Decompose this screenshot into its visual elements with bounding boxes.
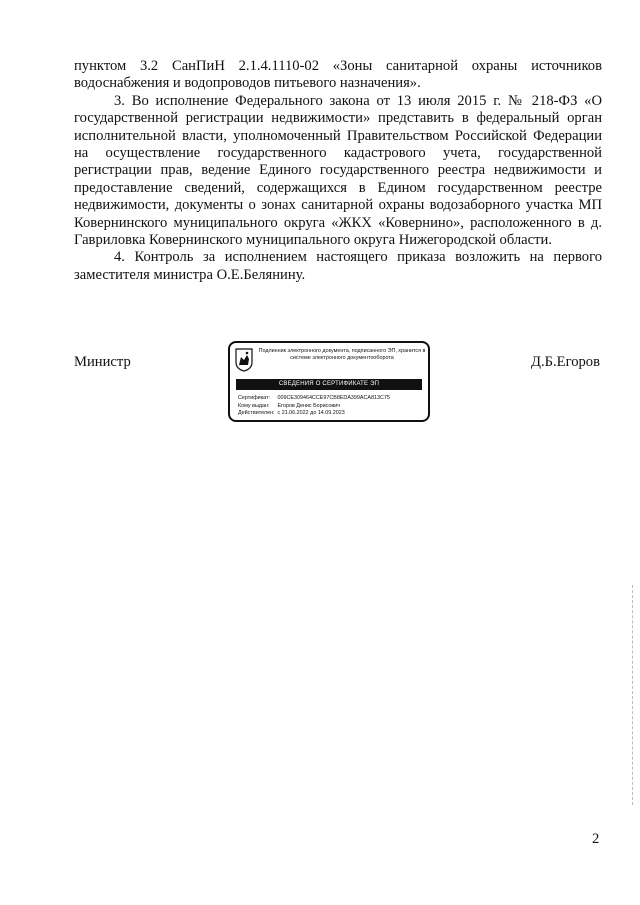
- scan-edge-mark: [632, 585, 634, 805]
- paragraph-continuation: пунктом 3.2 СанПиН 2.1.4.1110-02 «Зоны санитарной охраны источников водоснабжения и водопроводов питьевого назначения».: [74, 58, 602, 92]
- stamp-note: Подлинник электронного документа, подписанного ЭП, хранится в системе электронного документооборота: [258, 348, 426, 361]
- page-number: 2: [592, 831, 600, 847]
- cert-label: Сертификат:: [238, 395, 271, 401]
- nizhny-novgorod-coat-of-arms-icon: [235, 348, 253, 372]
- owner-value: Егоров Денис Борисович: [277, 402, 341, 409]
- paragraph-item-3: 3. Во исполнение Федерального закона от 13 июля 2015 г. № 218-ФЗ «О государственной регистрации недвижимости» представить в федеральный орган исполнительной власти, уполномоченный Правительством Российской Федерации на осуществление государственного кадастрового учета, государственной регистрации прав, ведение Единого государственного реестра недвижимости и предоставление сведений, содержащихся в Едином государственном реестре недвижимости, документы о зонах санитарной охраны водозаборного участка МП Ковернинского муниципального округа «ЖКХ «Ковернино», расположенного в д. Гавриловка Ковернинского муниципального округа Нижегородской области.: [74, 92, 602, 249]
- signer-title: Министр: [74, 354, 131, 370]
- cert-row: [238, 395, 390, 403]
- validity-label: Действителен:: [238, 410, 275, 417]
- signer-name: Д.Б.Егоров: [531, 354, 600, 370]
- stamp-header: СВЕДЕНИЯ О СЕРТИФИКАТЕ ЭП: [236, 379, 422, 390]
- stamp-details: [238, 395, 390, 418]
- validity-value: с 21.06.2022 до 14.09.2023: [277, 410, 345, 417]
- document-body: [74, 58, 602, 284]
- cert-value: 009CE309464CCE97CB8EDA399ACA813C75: [277, 395, 390, 401]
- paragraph-item-4: 4. Контроль за исполнением настоящего приказа возложить на первого заместителя министра О.Е.Белянину.: [74, 249, 602, 283]
- owner-label: Кому выдан:: [238, 402, 270, 409]
- signature-block: [0, 340, 640, 430]
- validity-row: [238, 410, 390, 418]
- electronic-signature-stamp: [228, 341, 430, 422]
